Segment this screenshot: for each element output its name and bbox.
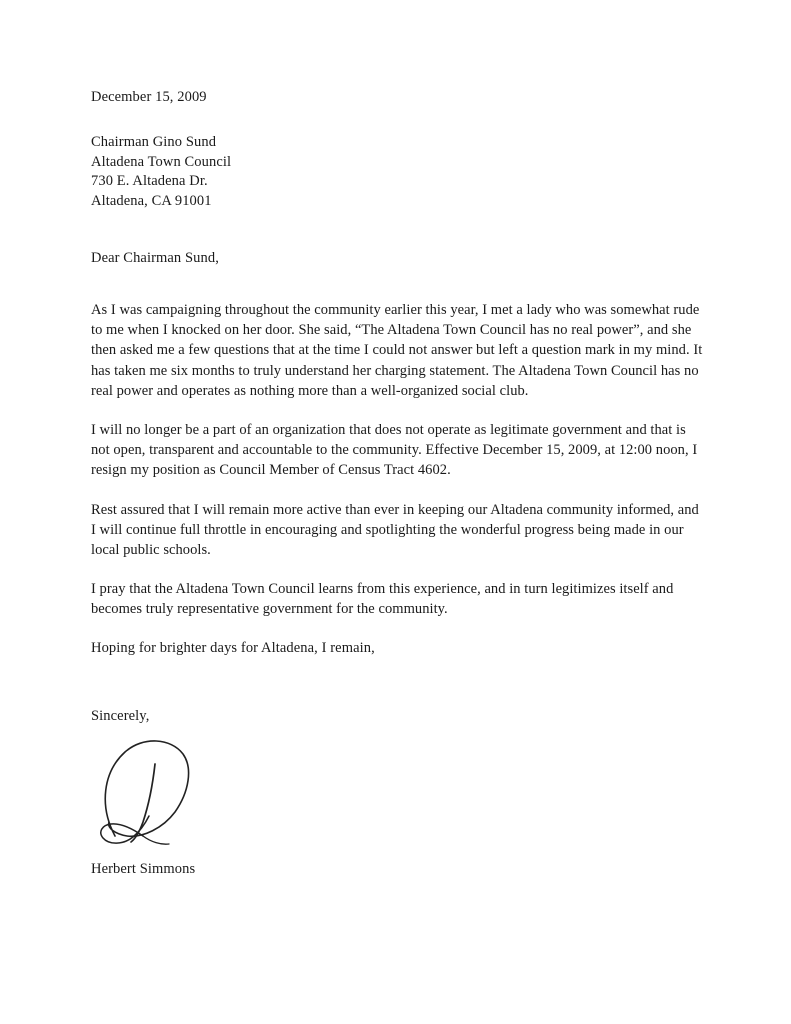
recipient-address-block <box>91 133 703 211</box>
signer-printed-name: Herbert Simmons <box>91 860 196 877</box>
recipient-city-state-zip: Altadena, CA 91001 <box>91 192 212 209</box>
letter-date: December 15, 2009 <box>91 89 207 105</box>
recipient-street: 730 E. Altadena Dr. <box>91 173 208 189</box>
letter-paragraph-4: I pray that the Altadena Town Council learns from this experience, and in turn legitimizes itself and becomes truly representative government for the community. <box>91 581 674 618</box>
letter-closing-line: Hoping for brighter days for Altadena, I remain, <box>91 639 375 656</box>
letter-salutation: Dear Chairman Sund, <box>91 250 219 266</box>
recipient-organization: Altadena Town Council <box>91 153 232 170</box>
letter-paragraph-3: Rest assured that I will remain more active than ever in keeping our Altadena community informed, and I will continue full throttle in encouraging and spotlighting the wonderful progress being made in our local public schools. <box>91 501 699 559</box>
letter-paragraph-1: As I was campaigning throughout the community earlier this year, I met a lady who was somewhat rude to me when I knocked on her door. She said, “The Altadena Town Council has no real power”, and she then asked me a few questions that at the time I could not answer but left a question mark in my mind. It has taken me six months to truly understand her charging statement. The Altadena Town Council has no real power and operates as nothing more than a well-organized social club. <box>91 302 703 399</box>
letter-paragraph-2: I will no longer be a part of an organization that does not operate as legitimate government and that is not open, transparent and accountable to the community. Effective December 15, 2009, at 12:00 noon, I resign my position as Council Member of Census Tract 4602. <box>91 422 698 479</box>
letter-body <box>91 88 703 879</box>
letter-valediction: Sincerely, <box>91 707 150 724</box>
recipient-name: Chairman Gino Sund <box>91 134 217 150</box>
handwritten-signature-icon <box>93 732 233 850</box>
